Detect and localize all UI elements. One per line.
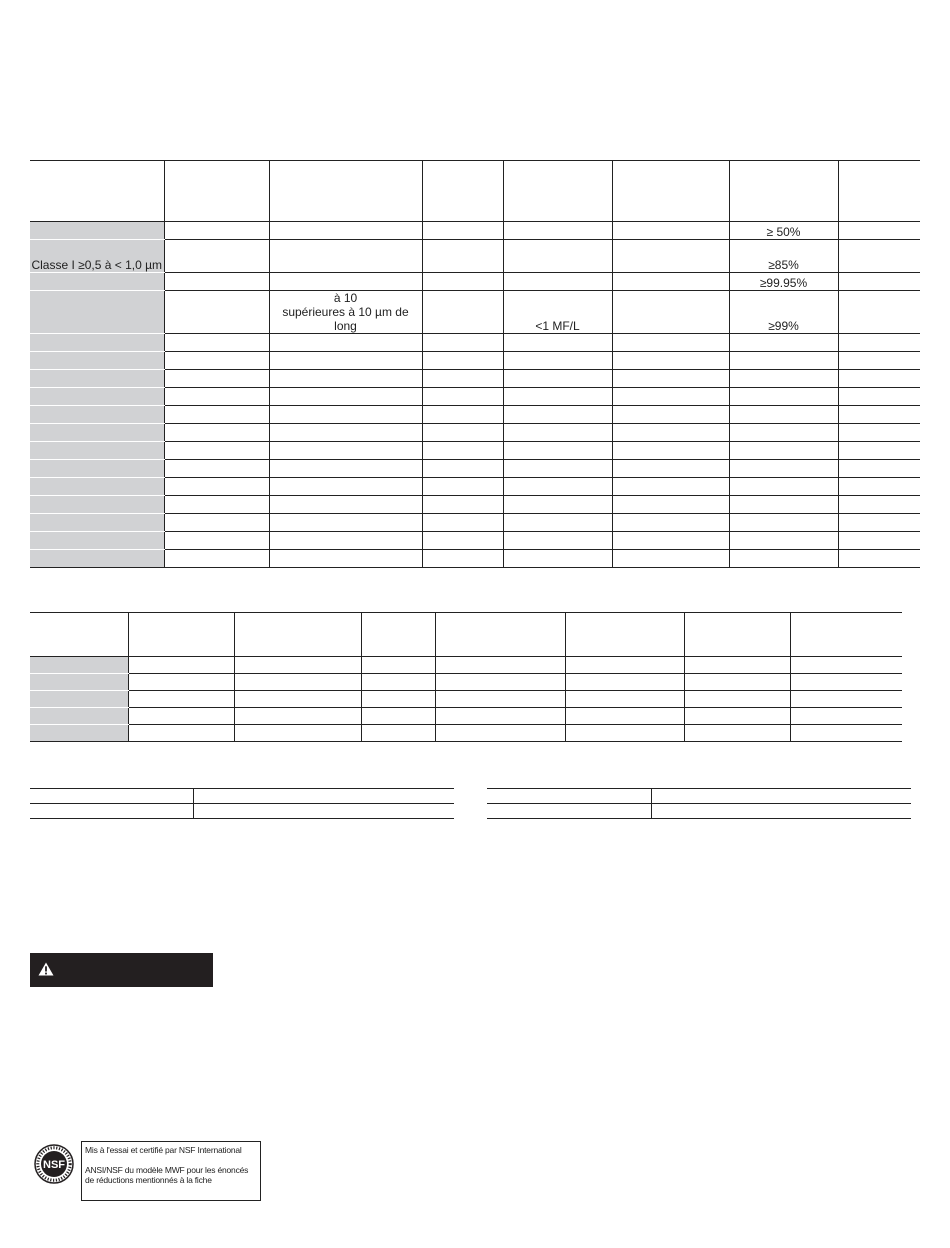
table-cell <box>422 496 503 514</box>
table-cell <box>612 388 729 406</box>
table-cell <box>422 532 503 550</box>
table-row <box>30 424 920 442</box>
table-cell <box>269 424 422 442</box>
header-cell <box>565 613 684 657</box>
table-cell <box>612 334 729 352</box>
table-cell <box>164 370 269 388</box>
table-cell <box>503 550 612 568</box>
table-cell <box>838 370 920 388</box>
table-cell <box>729 532 838 550</box>
table-cell <box>838 406 920 424</box>
table-cell <box>503 532 612 550</box>
table-cell <box>269 240 422 273</box>
table-cell <box>838 291 920 334</box>
table-cell <box>361 708 435 725</box>
table-cell <box>684 708 790 725</box>
table-cell <box>729 442 838 460</box>
table-cell <box>269 532 422 550</box>
table-cell <box>565 708 684 725</box>
row-label-cell <box>30 334 164 352</box>
table-cell <box>612 424 729 442</box>
table-cell: ≥ 50% <box>729 222 838 240</box>
table-row <box>30 442 920 460</box>
table-cell <box>422 424 503 442</box>
table-cell <box>729 406 838 424</box>
row-label-cell <box>30 708 128 725</box>
table-cell <box>790 674 902 691</box>
table-cell <box>422 550 503 568</box>
table-cell <box>612 291 729 334</box>
table-row <box>30 460 920 478</box>
row-label-cell <box>30 273 164 291</box>
table-cell <box>838 550 920 568</box>
table-cell <box>234 691 361 708</box>
table-cell <box>361 725 435 742</box>
table-cell <box>684 725 790 742</box>
table-cell <box>729 388 838 406</box>
row-label-cell <box>30 222 164 240</box>
table-row <box>487 804 911 819</box>
table-cell <box>565 657 684 674</box>
table-cell <box>838 514 920 532</box>
table-row <box>30 352 920 370</box>
table-cell <box>612 273 729 291</box>
table-cell <box>422 273 503 291</box>
table-cell <box>729 352 838 370</box>
nsf-note-line-2: ANSI/NSF du modèle MWF pour les énoncés de réductions mentionnés à la fiche <box>85 1165 249 1185</box>
table-cell <box>234 674 361 691</box>
table-cell <box>612 406 729 424</box>
table-cell <box>612 550 729 568</box>
table-cell <box>361 674 435 691</box>
table-cell <box>612 514 729 532</box>
table-row <box>30 240 920 273</box>
table-cell <box>234 708 361 725</box>
row-label-cell <box>30 478 164 496</box>
table-cell <box>164 352 269 370</box>
table-cell <box>503 370 612 388</box>
table-cell <box>503 514 612 532</box>
table-cell <box>269 460 422 478</box>
row-label-cell <box>30 725 128 742</box>
table-cell: <1 MF/L <box>503 291 612 334</box>
table-cell: ≥99.95% <box>729 273 838 291</box>
row-label-cell <box>30 657 128 674</box>
table-cell <box>435 691 565 708</box>
header-cell <box>503 161 612 222</box>
table-cell <box>565 725 684 742</box>
table-row <box>30 532 920 550</box>
table-cell <box>684 674 790 691</box>
table-cell <box>612 532 729 550</box>
table-cell <box>422 442 503 460</box>
table-cell <box>838 334 920 352</box>
row-label-cell <box>30 460 164 478</box>
table-row <box>30 550 920 568</box>
table-cell <box>503 222 612 240</box>
table-cell <box>729 424 838 442</box>
table-cell <box>422 291 503 334</box>
header-cell <box>435 613 565 657</box>
table-row <box>30 725 902 742</box>
row-label-cell <box>30 442 164 460</box>
table-cell <box>435 657 565 674</box>
header-cell <box>128 613 234 657</box>
table-cell: à 10 supérieures à 10 µm de long <box>269 291 422 334</box>
table-cell <box>128 691 234 708</box>
nsf-certification-seal-icon <box>34 1144 74 1184</box>
nsf-certification-note <box>81 1141 261 1201</box>
table-cell <box>164 532 269 550</box>
table-cell <box>435 674 565 691</box>
header-cell <box>164 161 269 222</box>
table-cell <box>269 496 422 514</box>
table-cell <box>790 708 902 725</box>
table-row <box>30 708 902 725</box>
table-cell <box>838 273 920 291</box>
table-cell <box>503 424 612 442</box>
table-cell <box>612 478 729 496</box>
table-cell <box>269 273 422 291</box>
row-label-cell <box>30 496 164 514</box>
table-cell <box>164 424 269 442</box>
table-cell <box>234 725 361 742</box>
table-row <box>30 657 902 674</box>
table-cell <box>361 691 435 708</box>
row-label-cell <box>30 550 164 568</box>
warning-triangle-icon <box>38 962 54 976</box>
row-label-cell <box>30 514 164 532</box>
header-cell <box>269 161 422 222</box>
header-cell <box>422 161 503 222</box>
table-cell <box>164 478 269 496</box>
table-cell <box>790 725 902 742</box>
table-cell <box>838 478 920 496</box>
header-cell <box>838 161 920 222</box>
table-cell <box>128 725 234 742</box>
table-cell <box>838 352 920 370</box>
table-row <box>30 273 920 291</box>
table-cell <box>790 691 902 708</box>
table-cell <box>164 222 269 240</box>
table-cell <box>422 478 503 496</box>
table-cell <box>361 657 435 674</box>
table-cell <box>503 460 612 478</box>
row-label-cell <box>30 532 164 550</box>
table-cell <box>422 406 503 424</box>
table-cell <box>503 352 612 370</box>
specification-table-left <box>30 788 454 819</box>
table-cell <box>612 460 729 478</box>
table-cell <box>269 388 422 406</box>
nsf-note-line-1: Mis à l'essai et certifié par NSF International <box>85 1145 242 1155</box>
table-row <box>30 691 902 708</box>
table-cell <box>729 460 838 478</box>
table-cell <box>838 532 920 550</box>
table-cell <box>422 352 503 370</box>
table-cell <box>128 708 234 725</box>
table-row <box>30 674 902 691</box>
table-cell: ≥85% <box>729 240 838 273</box>
table-cell <box>164 496 269 514</box>
table-cell <box>164 514 269 532</box>
row-label-cell <box>30 370 164 388</box>
table-cell <box>269 334 422 352</box>
table-cell <box>435 725 565 742</box>
table-row <box>30 478 920 496</box>
table-cell <box>729 478 838 496</box>
table-cell <box>503 388 612 406</box>
table-row <box>30 804 454 819</box>
table-cell <box>503 442 612 460</box>
table-cell <box>269 514 422 532</box>
table-cell <box>503 240 612 273</box>
table-cell <box>503 273 612 291</box>
secondary-reduction-table <box>30 612 902 742</box>
table-cell <box>164 240 269 273</box>
table-cell <box>269 352 422 370</box>
table-cell <box>684 691 790 708</box>
header-cell <box>729 161 838 222</box>
table-cell <box>612 352 729 370</box>
table-cell <box>422 240 503 273</box>
row-label-cell: Classe I ≥0,5 à < 1,0 µm <box>30 240 164 273</box>
table-cell <box>503 406 612 424</box>
table-cell <box>269 406 422 424</box>
table-cell <box>838 442 920 460</box>
row-label-cell <box>30 424 164 442</box>
table-cell <box>838 460 920 478</box>
table-cell <box>790 657 902 674</box>
table-cell <box>269 222 422 240</box>
table-cell <box>234 657 361 674</box>
table-cell <box>164 460 269 478</box>
table-cell <box>422 388 503 406</box>
header-cell <box>612 161 729 222</box>
table-cell <box>164 291 269 334</box>
table-row <box>30 334 920 352</box>
table-cell <box>422 222 503 240</box>
table-row <box>30 291 920 334</box>
table-cell <box>164 406 269 424</box>
table-cell: ≥99% <box>729 291 838 334</box>
row-label-cell <box>30 406 164 424</box>
table-cell <box>729 334 838 352</box>
row-label-cell <box>30 388 164 406</box>
table-cell <box>422 514 503 532</box>
table-cell <box>612 496 729 514</box>
table-cell <box>128 674 234 691</box>
table-header-row <box>30 613 902 657</box>
table-cell <box>164 388 269 406</box>
row-label-cell <box>30 691 128 708</box>
header-cell <box>234 613 361 657</box>
table-cell <box>612 222 729 240</box>
table-cell <box>612 442 729 460</box>
table-row <box>487 789 911 804</box>
table-cell <box>838 388 920 406</box>
table-cell <box>269 478 422 496</box>
table-cell <box>164 442 269 460</box>
contaminant-reduction-table <box>30 160 920 568</box>
table-cell <box>612 240 729 273</box>
table-cell <box>565 674 684 691</box>
table-cell <box>565 691 684 708</box>
table-cell <box>128 657 234 674</box>
table-cell <box>422 334 503 352</box>
table-cell <box>684 657 790 674</box>
table-cell <box>729 514 838 532</box>
table-cell <box>729 550 838 568</box>
table-cell <box>269 442 422 460</box>
header-cell <box>30 613 128 657</box>
header-cell <box>790 613 902 657</box>
header-cell <box>684 613 790 657</box>
table-cell <box>164 550 269 568</box>
table-header-row <box>30 161 920 222</box>
table-cell <box>164 273 269 291</box>
table-cell <box>838 496 920 514</box>
table-row <box>30 406 920 424</box>
row-label-cell <box>30 352 164 370</box>
table-cell <box>435 708 565 725</box>
header-cell <box>30 161 164 222</box>
table-cell <box>269 370 422 388</box>
row-label-cell <box>30 291 164 334</box>
specification-table-right <box>487 788 911 819</box>
table-row <box>30 222 920 240</box>
table-cell <box>838 222 920 240</box>
table-cell <box>612 370 729 388</box>
table-row <box>30 496 920 514</box>
table-row <box>30 789 454 804</box>
table-cell <box>164 334 269 352</box>
table-row <box>30 514 920 532</box>
table-row <box>30 388 920 406</box>
table-cell <box>422 370 503 388</box>
warning-banner <box>30 953 213 987</box>
table-cell <box>503 478 612 496</box>
table-row <box>30 370 920 388</box>
header-cell <box>361 613 435 657</box>
table-cell <box>838 424 920 442</box>
row-label-cell <box>30 674 128 691</box>
table-cell <box>729 370 838 388</box>
table-cell <box>422 460 503 478</box>
svg-text:NSF: NSF <box>43 1159 65 1171</box>
table-cell <box>838 240 920 273</box>
table-cell <box>503 334 612 352</box>
table-cell <box>729 496 838 514</box>
table-cell <box>503 496 612 514</box>
table-cell <box>269 550 422 568</box>
